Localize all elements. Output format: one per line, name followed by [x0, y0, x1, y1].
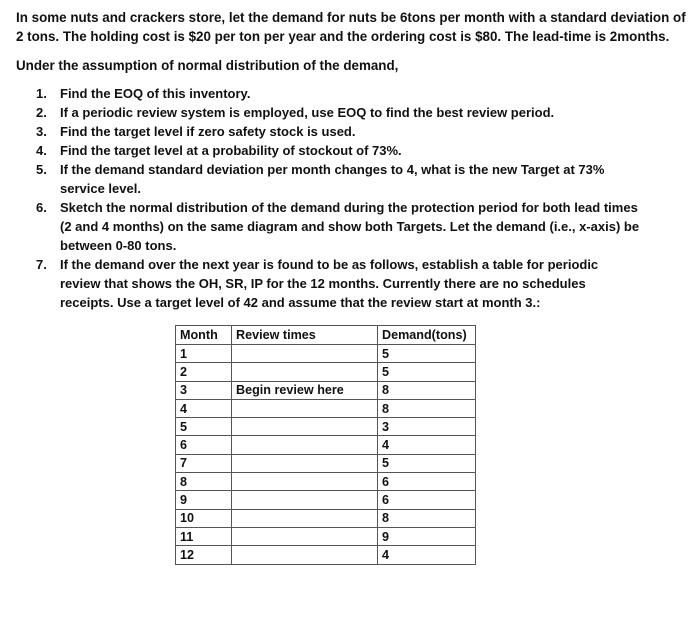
- cell-review: [232, 509, 378, 527]
- table-row: [176, 436, 476, 454]
- question-item: [0, 160, 640, 198]
- cell-review: [232, 436, 378, 454]
- cell-month: 6: [176, 436, 232, 454]
- question-text: If the demand over the next year is found to be as follows, establish a table for periodic review that shows the OH, SR, IP for the 12 months. Currently there are no schedules receipts. Use a target level of 42 and assume that the review start at month 3.:: [60, 257, 599, 310]
- cell-demand: 4: [378, 546, 476, 564]
- cell-demand: 3: [378, 418, 476, 436]
- question-number: 2.: [36, 105, 47, 120]
- question-item: [0, 84, 640, 103]
- table-row: [176, 473, 476, 491]
- problem-intro: In some nuts and crackers store, let the demand for nuts be 6tons per month with a standard deviation of 2 tons. The holding cost is $20 per ton per year and the ordering cost is $80. The lead-time is 2months.: [16, 10, 686, 44]
- cell-review: [232, 454, 378, 472]
- question-text: Find the target level if zero safety stock is used.: [60, 124, 356, 139]
- assumption-statement: Under the assumption of normal distribution of the demand,: [16, 58, 399, 73]
- question-number: 7.: [36, 257, 47, 272]
- question-number: 1.: [36, 86, 47, 101]
- cell-review: [232, 363, 378, 381]
- cell-review: [232, 399, 378, 417]
- question-text: Sketch the normal distribution of the demand during the protection period for both lead times (2 and 4 months) on the same diagram and show both Targets. Let the demand (i.e., x-axis) be between 0-80 tons.: [60, 200, 640, 253]
- table-row: [176, 454, 476, 472]
- cell-review: [232, 491, 378, 509]
- header-month: Month: [176, 326, 232, 345]
- table-row: [176, 527, 476, 545]
- cell-month: 9: [176, 491, 232, 509]
- question-item: [0, 141, 640, 160]
- cell-review: Begin review here: [232, 381, 378, 399]
- cell-demand: 8: [378, 381, 476, 399]
- cell-demand: 8: [378, 509, 476, 527]
- cell-review: [232, 473, 378, 491]
- cell-demand: 9: [378, 527, 476, 545]
- cell-month: 1: [176, 345, 232, 363]
- table-row: [176, 345, 476, 363]
- cell-month: 8: [176, 473, 232, 491]
- question-list: [0, 84, 700, 312]
- cell-review: [232, 527, 378, 545]
- cell-demand: 6: [378, 473, 476, 491]
- cell-demand: 8: [378, 399, 476, 417]
- cell-month: 5: [176, 418, 232, 436]
- demand-table: [175, 325, 476, 565]
- question-number: 4.: [36, 143, 47, 158]
- cell-month: 3: [176, 381, 232, 399]
- question-text: If a periodic review system is employed, use EOQ to find the best review period.: [60, 105, 555, 120]
- table-row: [176, 491, 476, 509]
- question-number: 6.: [36, 200, 47, 215]
- cell-review: [232, 546, 378, 564]
- cell-review: [232, 418, 378, 436]
- cell-month: 7: [176, 454, 232, 472]
- cell-demand: 6: [378, 491, 476, 509]
- table-row: [176, 546, 476, 564]
- question-item: [0, 255, 640, 312]
- cell-month: 4: [176, 399, 232, 417]
- cell-demand: 5: [378, 345, 476, 363]
- question-item: [0, 122, 640, 141]
- question-number: 3.: [36, 124, 47, 139]
- cell-review: [232, 345, 378, 363]
- question-number: 5.: [36, 162, 47, 177]
- table-row: [176, 509, 476, 527]
- cell-month: 12: [176, 546, 232, 564]
- question-text: Find the EOQ of this inventory.: [60, 86, 251, 101]
- question-text: Find the target level at a probability of stockout of 73%.: [60, 143, 402, 158]
- table-row: [176, 363, 476, 381]
- question-item: [0, 198, 640, 255]
- table-header-row: [176, 326, 476, 345]
- question-item: [0, 103, 640, 122]
- table-row: [176, 399, 476, 417]
- cell-demand: 5: [378, 363, 476, 381]
- cell-month: 2: [176, 363, 232, 381]
- table-row: [176, 418, 476, 436]
- cell-demand: 5: [378, 454, 476, 472]
- header-demand: Demand(tons): [378, 326, 476, 345]
- cell-month: 11: [176, 527, 232, 545]
- header-review-times: Review times: [232, 326, 378, 345]
- question-text: If the demand standard deviation per month changes to 4, what is the new Target at 73% service level.: [60, 162, 605, 196]
- cell-demand: 4: [378, 436, 476, 454]
- cell-month: 10: [176, 509, 232, 527]
- table-row: [176, 381, 476, 399]
